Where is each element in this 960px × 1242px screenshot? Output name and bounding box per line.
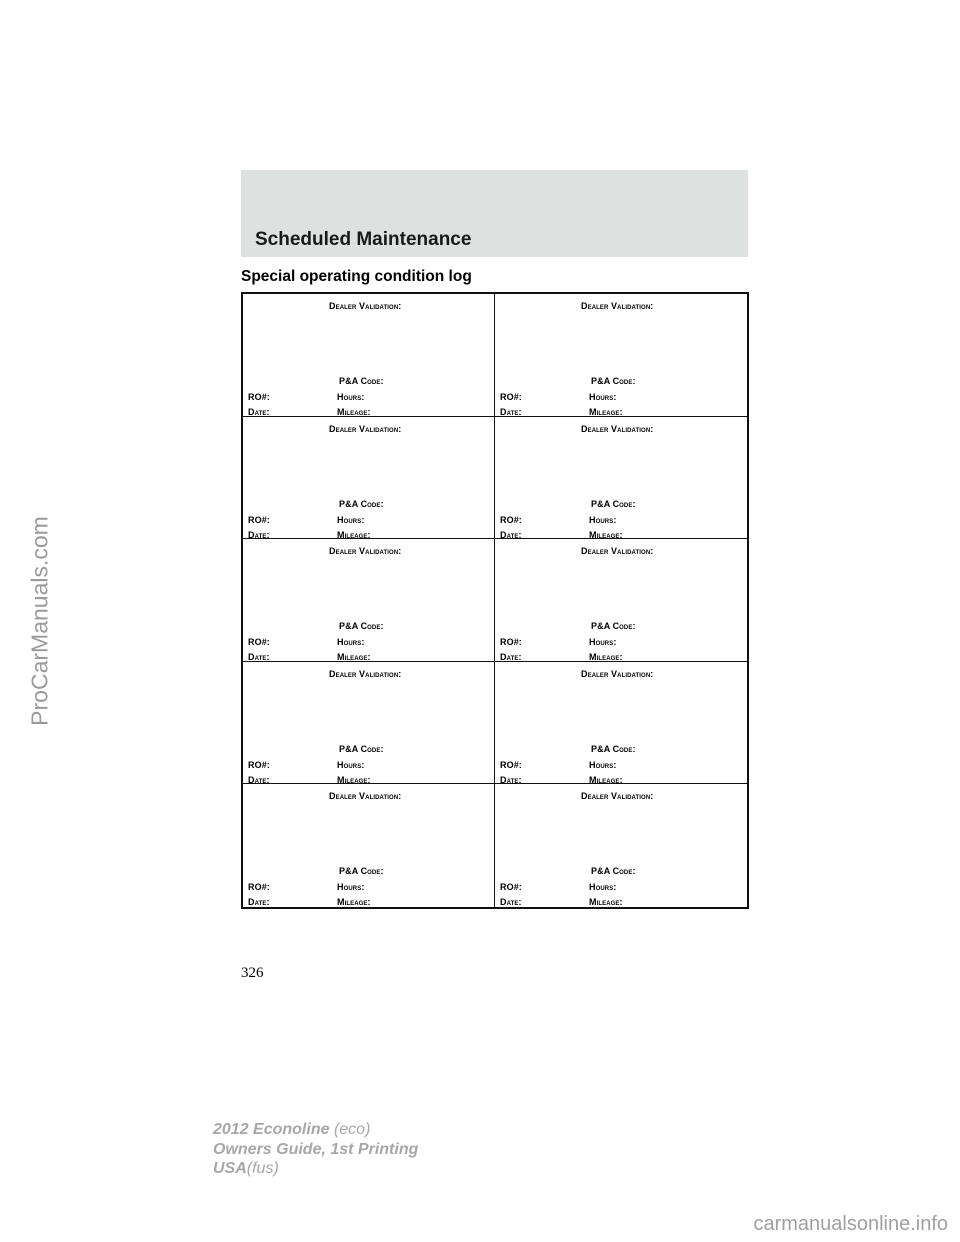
field-dealer-validation: Dealer Validation:	[329, 301, 402, 311]
field-hours: Hours:	[589, 637, 617, 648]
field-pa-code: P&A Code:	[591, 621, 636, 632]
field-pa-code: P&A Code:	[339, 376, 384, 386]
field-mileage: Mileage:	[337, 652, 371, 663]
footer-region-code: (fus)	[246, 1160, 279, 1177]
log-entry-cell	[495, 539, 747, 662]
log-entry-cell	[495, 417, 747, 540]
footer-line-1	[213, 1120, 418, 1140]
page-number: 326	[241, 965, 264, 981]
footer-region: USA	[213, 1160, 247, 1177]
field-date: Date:	[500, 529, 522, 540]
field-hours: Hours:	[337, 882, 365, 893]
field-hours: Hours:	[337, 514, 365, 525]
field-date: Date:	[248, 529, 270, 540]
log-entry-cell	[495, 294, 747, 417]
field-pa-code: P&A Code:	[591, 743, 636, 754]
field-pa-code: P&A Code:	[591, 376, 636, 386]
footer-line-3	[213, 1159, 418, 1179]
field-mileage: Mileage:	[337, 407, 371, 417]
field-date: Date:	[248, 652, 270, 663]
field-dealer-validation: Dealer Validation:	[581, 791, 654, 802]
field-date: Date:	[500, 407, 522, 417]
field-mileage: Mileage:	[337, 529, 371, 540]
field-date: Date:	[500, 774, 522, 785]
field-hours: Hours:	[589, 514, 617, 525]
section-header-band	[241, 170, 748, 257]
field-hours: Hours:	[589, 882, 617, 893]
log-entry-cell	[243, 784, 495, 907]
field-ro-number: RO#:	[500, 514, 522, 525]
footer-model-code: (eco)	[333, 1121, 371, 1138]
log-entry-cell	[495, 784, 747, 907]
field-pa-code: P&A Code:	[339, 743, 384, 754]
field-pa-code: P&A Code:	[339, 866, 384, 877]
watermark-left: ProCarManuals.com	[26, 516, 53, 726]
log-entry-cell	[243, 662, 495, 785]
page-heading: Special operating condition log	[241, 268, 472, 285]
field-dealer-validation: Dealer Validation:	[581, 301, 654, 311]
field-hours: Hours:	[589, 392, 617, 402]
field-hours: Hours:	[589, 759, 617, 770]
footer-line-2: Owners Guide, 1st Printing	[213, 1140, 419, 1158]
field-pa-code: P&A Code:	[339, 621, 384, 632]
field-ro-number: RO#:	[500, 759, 522, 770]
log-entry-cell	[495, 662, 747, 785]
field-date: Date:	[500, 897, 522, 908]
field-mileage: Mileage:	[337, 774, 371, 785]
watermark-bottom: carmanualsonline.info	[753, 1213, 948, 1235]
field-hours: Hours:	[337, 759, 365, 770]
field-ro-number: RO#:	[500, 882, 522, 893]
field-ro-number: RO#:	[248, 514, 270, 525]
field-dealer-validation: Dealer Validation:	[329, 668, 402, 679]
field-mileage: Mileage:	[589, 652, 623, 663]
field-dealer-validation: Dealer Validation:	[329, 791, 402, 802]
field-ro-number: RO#:	[248, 392, 270, 402]
field-dealer-validation: Dealer Validation:	[581, 668, 654, 679]
field-dealer-validation: Dealer Validation:	[581, 423, 654, 434]
field-dealer-validation: Dealer Validation:	[581, 546, 654, 557]
field-date: Date:	[248, 407, 270, 417]
field-pa-code: P&A Code:	[591, 498, 636, 509]
field-mileage: Mileage:	[337, 897, 371, 908]
log-entry-cell	[243, 294, 495, 417]
field-date: Date:	[248, 774, 270, 785]
field-hours: Hours:	[337, 392, 365, 402]
field-mileage: Mileage:	[589, 897, 623, 908]
field-date: Date:	[500, 652, 522, 663]
field-pa-code: P&A Code:	[339, 498, 384, 509]
field-dealer-validation: Dealer Validation:	[329, 546, 402, 557]
condition-log-table	[241, 292, 749, 909]
field-ro-number: RO#:	[500, 392, 522, 402]
field-dealer-validation: Dealer Validation:	[329, 423, 402, 434]
field-ro-number: RO#:	[248, 882, 270, 893]
field-ro-number: RO#:	[248, 637, 270, 648]
field-hours: Hours:	[337, 637, 365, 648]
field-date: Date:	[248, 897, 270, 908]
footer	[213, 1120, 418, 1179]
field-mileage: Mileage:	[589, 774, 623, 785]
field-ro-number: RO#:	[500, 637, 522, 648]
field-pa-code: P&A Code:	[591, 866, 636, 877]
field-mileage: Mileage:	[589, 529, 623, 540]
section-title: Scheduled Maintenance	[255, 229, 472, 250]
log-entry-cell	[243, 539, 495, 662]
field-mileage: Mileage:	[589, 407, 623, 417]
field-ro-number: RO#:	[248, 759, 270, 770]
log-entry-cell	[243, 417, 495, 540]
footer-model: 2012 Econoline	[213, 1121, 330, 1138]
